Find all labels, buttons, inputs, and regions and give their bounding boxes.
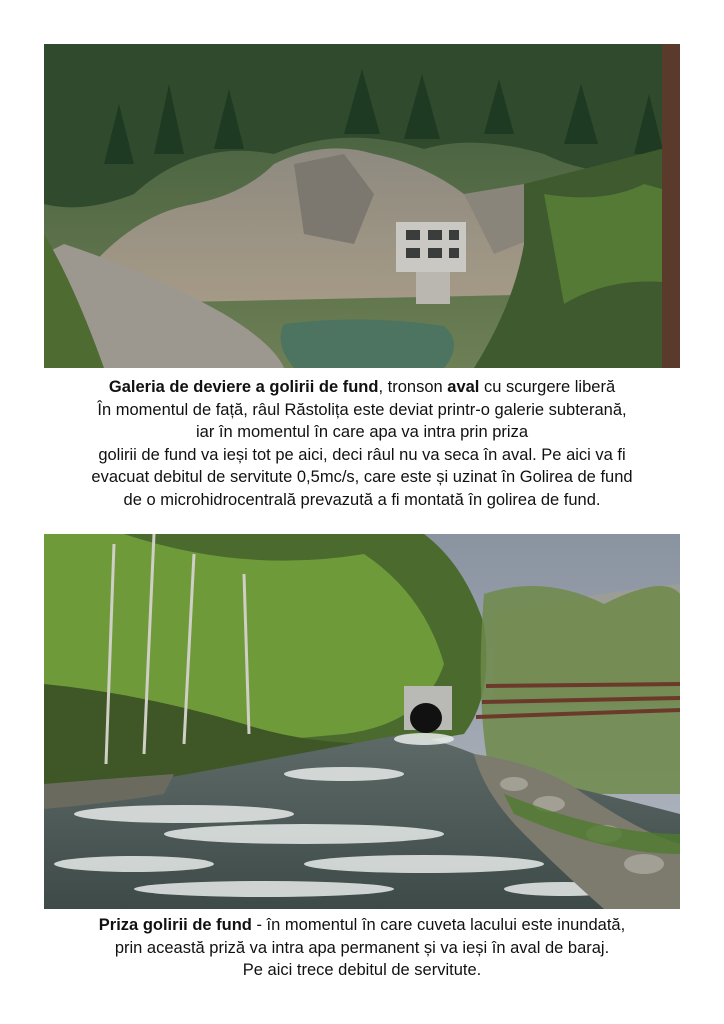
- caption-title-line: [30, 914, 694, 937]
- caption-line: iar în momentul în care apa va intra prin priza: [196, 423, 528, 441]
- caption-title-rest: cu scurgere liberă: [479, 378, 616, 396]
- photo-bottom-outlet-intake: [44, 534, 680, 909]
- caption-bottom-outlet-intake: [30, 914, 694, 982]
- caption-title-bold: Galeria de deviere a golirii de fund: [108, 378, 379, 396]
- caption-line: de o microhidrocentrală prevazută a fi montată în golirea de fund.: [123, 490, 601, 509]
- caption-title-bold-aval: aval: [447, 378, 480, 396]
- caption-line: evacuat debitul de servitute 0,5mc/s, care este și uzinat în Golirea de fund: [91, 468, 633, 486]
- caption-line: Pe aici trece debitul de servitute.: [242, 961, 482, 979]
- photo-diversion-gallery: [44, 44, 680, 368]
- caption-title-line: [30, 376, 694, 399]
- caption-title-bold: Priza golirii de fund: [98, 916, 252, 934]
- caption-title-mid: , tronson: [378, 378, 448, 396]
- caption-title-rest: - în momentul în care cuveta lacului este inundată,: [251, 916, 626, 934]
- photo-bottom-outlet-intake-image: [44, 534, 680, 909]
- caption-line: prin această priză va intra apa permanent și va ieși în aval de baraj.: [114, 938, 610, 957]
- caption-line: golirii de fund va ieși tot pe aici, deci râul nu va seca în aval. Pe aici va fi: [98, 445, 626, 464]
- caption-diversion-gallery: [30, 376, 694, 511]
- caption-line: În momentul de față, râul Răstolița este deviat printr-o galerie subterană,: [97, 400, 627, 419]
- photo-diversion-gallery-image: [44, 44, 680, 368]
